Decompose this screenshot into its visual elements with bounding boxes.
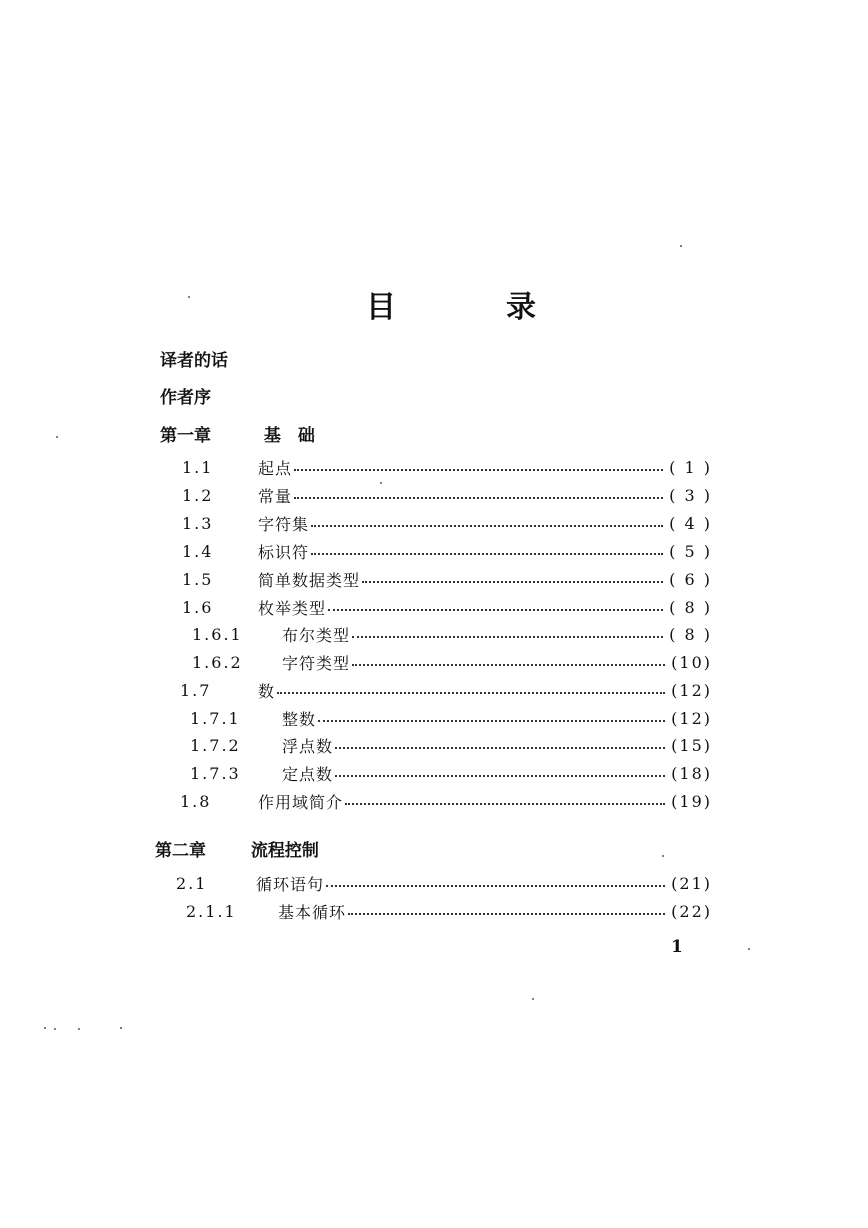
- toc-entry: [180, 678, 712, 702]
- dot-leader: [348, 913, 665, 915]
- entry-page: ( 1 ): [669, 457, 712, 477]
- entry-page: ( 6 ): [669, 569, 712, 589]
- entry-page: (10): [671, 652, 712, 672]
- toc-title-left: 目: [366, 290, 396, 325]
- entry-label: 定点数: [282, 764, 334, 784]
- scan-speck: [188, 296, 190, 298]
- entry-label: 布尔类型: [282, 625, 351, 645]
- chapter-title: 基 础: [263, 426, 315, 446]
- entry-number: 1.7.1: [190, 708, 241, 728]
- entry-number: 1.5: [182, 569, 214, 589]
- entry-number: 1.6.2: [192, 652, 243, 672]
- dot-leader: [328, 609, 663, 611]
- scan-speck: [56, 436, 58, 438]
- toc-entry: [190, 733, 712, 757]
- toc-entry: [186, 899, 712, 923]
- scan-speck: [680, 245, 682, 247]
- entry-label: 作用域简介: [258, 792, 344, 812]
- toc-entry: [180, 789, 712, 813]
- front-matter-translator-note: 译者的话: [160, 351, 228, 371]
- entry-page: ( 5 ): [669, 541, 712, 561]
- entry-label: 起点: [258, 458, 293, 478]
- entry-number: 1.2: [182, 485, 214, 505]
- entry-number: 1.7: [180, 680, 212, 700]
- scan-speck: [380, 482, 382, 484]
- scan-speck: [54, 1028, 56, 1030]
- entry-page: (22): [671, 901, 712, 921]
- entry-number: 1.6.1: [192, 624, 243, 644]
- entry-page: ( 8 ): [669, 624, 712, 644]
- dot-leader: [362, 581, 663, 583]
- entry-page: (21): [671, 873, 712, 893]
- entry-label: 字符集: [258, 514, 310, 534]
- chapter-number: 第一章: [160, 426, 211, 446]
- entry-page: (19): [671, 791, 712, 811]
- toc-entry: [182, 455, 712, 479]
- dot-leader: [352, 636, 663, 638]
- entry-label: 基本循环: [278, 902, 347, 922]
- entry-number: 1.8: [180, 791, 212, 811]
- entry-number: 1.4: [182, 541, 214, 561]
- dot-leader: [311, 525, 663, 527]
- entry-page: ( 4 ): [669, 513, 712, 533]
- dot-leader: [326, 885, 665, 887]
- entry-label: 枚举类型: [258, 598, 327, 618]
- entry-label: 整数: [282, 709, 317, 729]
- scan-speck: [748, 948, 750, 950]
- toc-entry: [176, 871, 712, 895]
- entry-page: (15): [671, 735, 712, 755]
- chapter-number: 第二章: [155, 841, 206, 861]
- entry-label: 常量: [258, 486, 293, 506]
- dot-leader: [352, 664, 665, 666]
- toc-entry: [182, 483, 712, 507]
- scan-speck: [78, 1028, 80, 1030]
- dot-leader: [318, 720, 665, 722]
- entry-label: 循环语句: [256, 874, 325, 894]
- scan-speck: [44, 1027, 46, 1029]
- entry-number: 1.3: [182, 513, 214, 533]
- dot-leader: [335, 775, 665, 777]
- toc-entry: [192, 650, 712, 674]
- toc-entry: [182, 539, 712, 563]
- entry-number: 1.7.3: [190, 763, 241, 783]
- entry-label: 标识符: [258, 542, 310, 562]
- dot-leader: [277, 692, 665, 694]
- toc-entry: [192, 622, 712, 646]
- toc-entry: [190, 761, 712, 785]
- toc-entry: [190, 706, 712, 730]
- toc-title-right: 录: [506, 290, 536, 325]
- entry-label: 数: [258, 681, 276, 701]
- entry-page: (12): [671, 708, 712, 728]
- entry-label: 简单数据类型: [258, 570, 361, 590]
- toc-entry: [182, 567, 712, 591]
- entry-number: 2.1: [176, 873, 208, 893]
- scan-speck: [120, 1027, 122, 1029]
- entry-number: 1.7.2: [190, 735, 241, 755]
- dot-leader: [345, 803, 665, 805]
- entry-number: 1.1: [182, 457, 214, 477]
- toc-entry: [182, 511, 712, 535]
- entry-page: ( 8 ): [669, 597, 712, 617]
- dot-leader: [294, 497, 663, 499]
- scan-speck: [662, 855, 664, 857]
- entry-label: 字符类型: [282, 653, 351, 673]
- chapter-title: 流程控制: [250, 841, 319, 861]
- entry-page: (18): [671, 763, 712, 783]
- scan-speck: [532, 998, 534, 1000]
- toc-entry: [182, 595, 712, 619]
- page-number: 1: [671, 937, 683, 957]
- entry-label: 浮点数: [282, 736, 334, 756]
- entry-number: 1.6: [182, 597, 214, 617]
- dot-leader: [335, 747, 665, 749]
- entry-number: 2.1.1: [186, 901, 237, 921]
- chapter-heading: [155, 836, 319, 861]
- chapter-heading: [160, 421, 315, 446]
- dot-leader: [294, 469, 663, 471]
- entry-page: ( 3 ): [669, 485, 712, 505]
- front-matter-author-preface: 作者序: [160, 388, 211, 408]
- dot-leader: [311, 553, 663, 555]
- entry-page: (12): [671, 680, 712, 700]
